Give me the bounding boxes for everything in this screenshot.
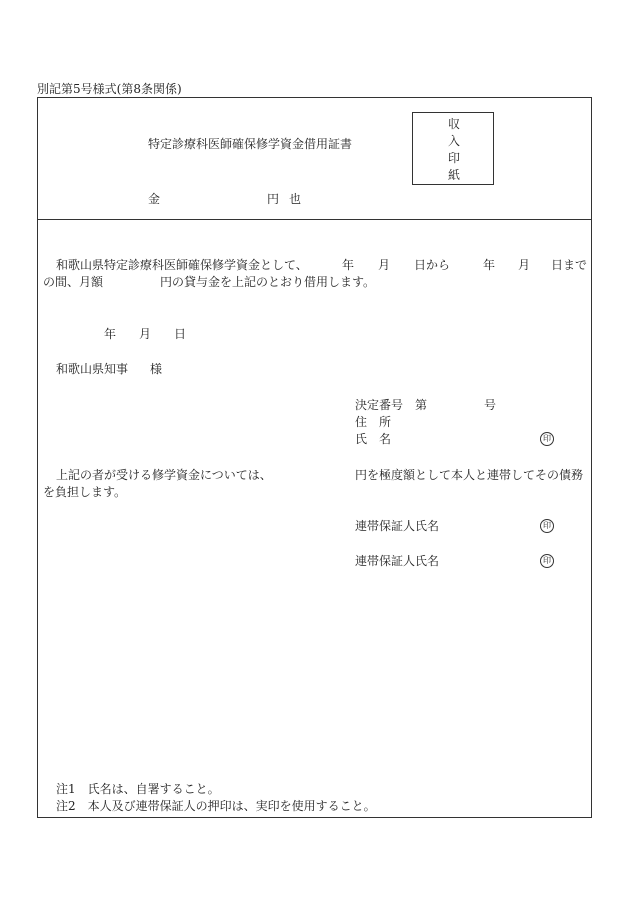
name-label: 氏 名 <box>355 432 392 446</box>
revenue-stamp-char: 入 <box>447 134 460 148</box>
body-start-month: 月 <box>378 258 391 272</box>
body-end-day: 日まで <box>551 258 588 272</box>
amount-unit: 円 <box>267 192 280 206</box>
body-start-year: 年 <box>342 258 355 272</box>
body-end-month: 月 <box>518 258 531 272</box>
document-title: 特定診療科医師確保修学資金借用証書 <box>148 137 353 151</box>
amount-suffix: 也 <box>289 192 302 206</box>
body-end-year: 年 <box>483 258 496 272</box>
address-label: 住 所 <box>355 415 392 429</box>
form-id: 別記第5号様式(第8条関係) <box>37 82 182 96</box>
addressee: 和歌山県知事 <box>56 362 129 376</box>
revenue-stamp-box <box>412 112 494 185</box>
revenue-stamp-char: 紙 <box>447 168 460 182</box>
decision-number-suffix: 号 <box>484 398 497 412</box>
revenue-stamp-char: 印 <box>447 151 460 165</box>
body-line1-text: 和歌山県特定診療科医師確保修学資金として、 <box>56 258 308 272</box>
body-line2-text: 円の貸与金を上記のとおり借用します。 <box>160 275 376 289</box>
amount-prefix: 金 <box>148 192 161 206</box>
revenue-stamp-char: 収 <box>447 117 460 131</box>
seal-mark: 印 <box>540 432 554 446</box>
seal-mark: 印 <box>540 554 554 568</box>
decision-number-label: 決定番号 <box>355 398 404 412</box>
guarantee-line2: を負担します。 <box>43 485 127 499</box>
form-frame <box>37 97 592 818</box>
date-month: 月 <box>139 327 152 341</box>
body-start-day: 日から <box>414 258 451 272</box>
note-2: 注2 本人及び連帯保証人の押印は、実印を使用すること。 <box>56 799 376 813</box>
guarantor-name-label: 連帯保証人氏名 <box>355 519 440 533</box>
date-day: 日 <box>174 327 187 341</box>
header-divider <box>37 219 592 220</box>
addressee-suffix: 様 <box>150 362 163 376</box>
guarantor-name-label: 連帯保証人氏名 <box>355 554 440 568</box>
note-1: 注1 氏名は、自署すること。 <box>56 782 220 796</box>
body-line2-period: の間、月額 <box>43 275 104 289</box>
guarantee-line1-limit: 円を極度額として本人と連帯してその債務 <box>355 468 584 482</box>
guarantee-line1-text: 上記の者が受ける修学資金については、 <box>56 468 272 482</box>
date-year: 年 <box>104 327 117 341</box>
decision-number-prefix: 第 <box>415 398 428 412</box>
seal-mark: 印 <box>540 519 554 533</box>
